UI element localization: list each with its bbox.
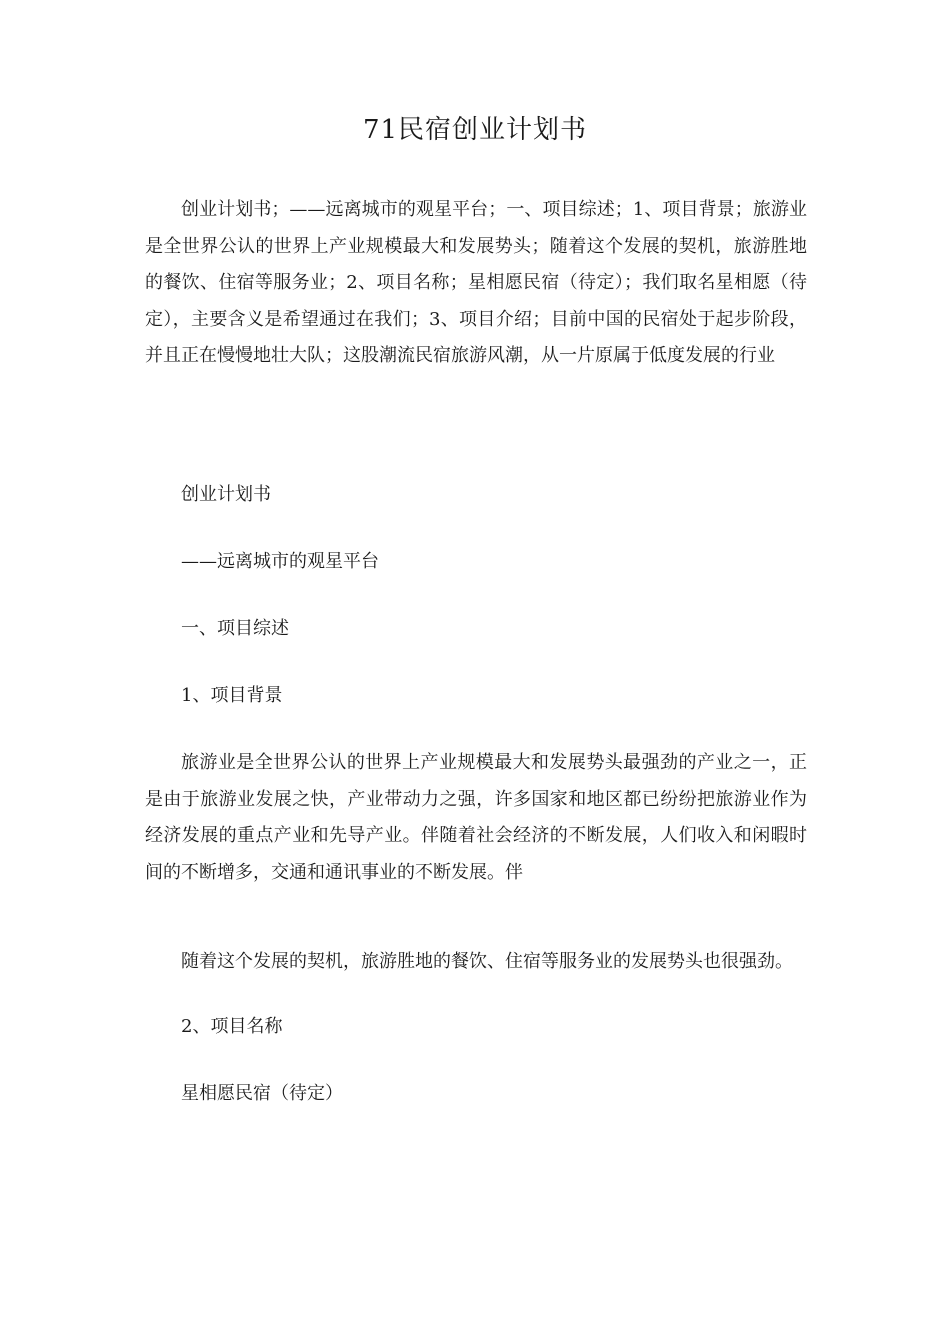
plan-heading: 创业计划书 (181, 484, 271, 505)
project-name-text: 星相愿民宿（待定） (181, 1083, 343, 1104)
continuation-paragraph: 随着这个发展的契机，旅游胜地的餐饮、住宿等服务业的发展势头也很强劲。 (181, 951, 793, 972)
background-paragraph: 旅游业是全世界公认的世界上产业规模最大和发展势头最强劲的产业之一，正是由于旅游业发展之快，产业带动力之强，许多国家和地区都已纷纷把旅游业作为经济发展的重点产业和先导产业。伴随着社会经济的不断发展，人们收入和闲暇时间的不断增多，交通和通讯事业的不断发展。伴 (145, 752, 807, 883)
section-overview-heading: 一、项目综述 (181, 618, 289, 639)
background-block (145, 745, 807, 891)
summary-paragraph: 创业计划书；——远离城市的观星平台；一、项目综述；1、项目背景；旅游业是全世界公认的世界上产业规模最大和发展势头；随着这个发展的契机，旅游胜地的餐饮、住宿等服务业；2、项目名称；星相愿民宿（待定）；我们取名星相愿（待定），主要含义是希望通过在我们；3、项目介绍；目前中国的民宿处于起步阶段，并且正在慢慢地壮大队；这股潮流民宿旅游风潮，从一片原属于低度发展的行业 (145, 199, 807, 366)
section-background-heading: 1、项目背景 (181, 685, 283, 706)
document-title: 71民宿创业计划书 (362, 115, 588, 145)
summary-block (145, 192, 807, 375)
section-name-heading: 2、项目名称 (181, 1016, 283, 1037)
plan-subtitle: ——远离城市的观星平台 (181, 551, 379, 572)
